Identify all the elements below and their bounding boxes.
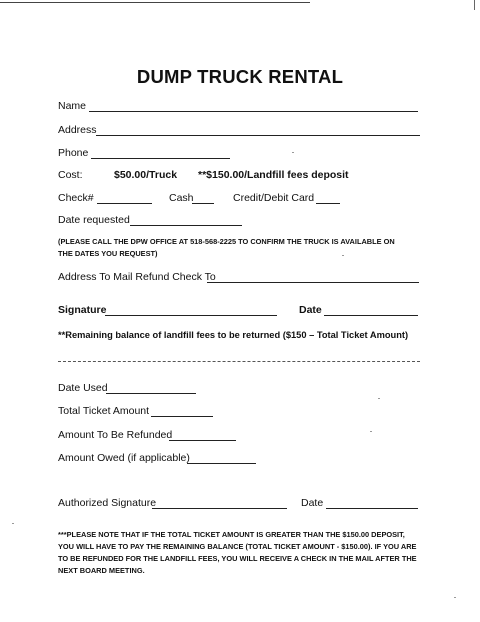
- date-field[interactable]: [324, 315, 418, 316]
- phone-field[interactable]: [91, 158, 230, 159]
- scan-speck: [292, 152, 294, 153]
- auth-date-field[interactable]: [326, 508, 418, 509]
- cost-label: Cost:: [58, 169, 83, 181]
- auth-date-label: Date: [301, 497, 324, 509]
- date-used-field[interactable]: [106, 393, 196, 394]
- authorized-signature-field[interactable]: [152, 508, 287, 509]
- date-requested-field[interactable]: [130, 225, 242, 226]
- scan-speck: [342, 255, 344, 256]
- check-number-field[interactable]: [97, 203, 152, 204]
- name-label: Name: [58, 100, 87, 112]
- total-ticket-field[interactable]: [151, 416, 213, 417]
- scan-edge-line: [0, 2, 310, 3]
- date-used-label: Date Used: [58, 382, 108, 394]
- address-label: Address: [58, 124, 97, 136]
- signature-label: Signature: [58, 304, 107, 316]
- phone-label: Phone: [58, 147, 89, 159]
- remaining-balance-note: **Remaining balance of landfill fees to be returned ($150 – Total Ticket Amount): [58, 330, 409, 340]
- amount-refunded-field[interactable]: [169, 440, 236, 441]
- form-title: DUMP TRUCK RENTAL: [136, 66, 344, 87]
- authorized-signature-label: Authorized Signature: [58, 497, 157, 509]
- amount-refunded-label: Amount To Be Refunded: [58, 429, 173, 441]
- address-field[interactable]: [96, 135, 420, 136]
- refund-address-field[interactable]: [207, 282, 419, 283]
- cash-field[interactable]: [192, 203, 214, 204]
- scan-speck: [454, 597, 456, 598]
- amount-owed-label: Amount Owed (if applicable): [58, 452, 190, 464]
- signature-field[interactable]: [105, 315, 277, 316]
- date-label: Date: [299, 304, 322, 316]
- date-requested-label: Date requested: [58, 214, 130, 226]
- amount-owed-field[interactable]: [187, 463, 256, 464]
- call-note: (PLEASE CALL THE DPW OFFICE AT 518-568-2225 TO CONFIRM THE TRUCK IS AVAILABLE ON THE DATES YOU REQUEST): [58, 237, 395, 258]
- check-label: Check#: [58, 192, 94, 204]
- total-ticket-label: Total Ticket Amount: [58, 405, 150, 417]
- cash-label: Cash: [169, 192, 194, 204]
- landfill-deposit: **$150.00/Landfill fees deposit: [198, 169, 349, 181]
- scan-edge-mark: [474, 0, 475, 10]
- footer-note: ***PLEASE NOTE THAT IF THE TOTAL TICKET AMOUNT IS GREATER THAN THE $150.00 DEPOSIT, YOU WILL HAVE TO PAY THE REMAINING BALANCE (TOTAL TICKET AMOUNT - $150.00). IF YOU ARE TO BE REFUNDED FOR THE LANDFILL FEES, YOU WILL RECEIVE A CHECK IN THE MAIL AFTER THE NEXT BOARD MEETING.: [58, 530, 417, 575]
- truck-cost: $50.00/Truck: [114, 169, 178, 181]
- card-label: Credit/Debit Card: [233, 192, 315, 204]
- separator-line: [58, 361, 420, 362]
- refund-address-label: Address To Mail Refund Check To: [58, 271, 216, 283]
- name-field[interactable]: [89, 111, 418, 112]
- scan-speck: [378, 398, 380, 399]
- scan-speck: [12, 523, 14, 524]
- scan-speck: [370, 431, 372, 432]
- card-field[interactable]: [316, 203, 340, 204]
